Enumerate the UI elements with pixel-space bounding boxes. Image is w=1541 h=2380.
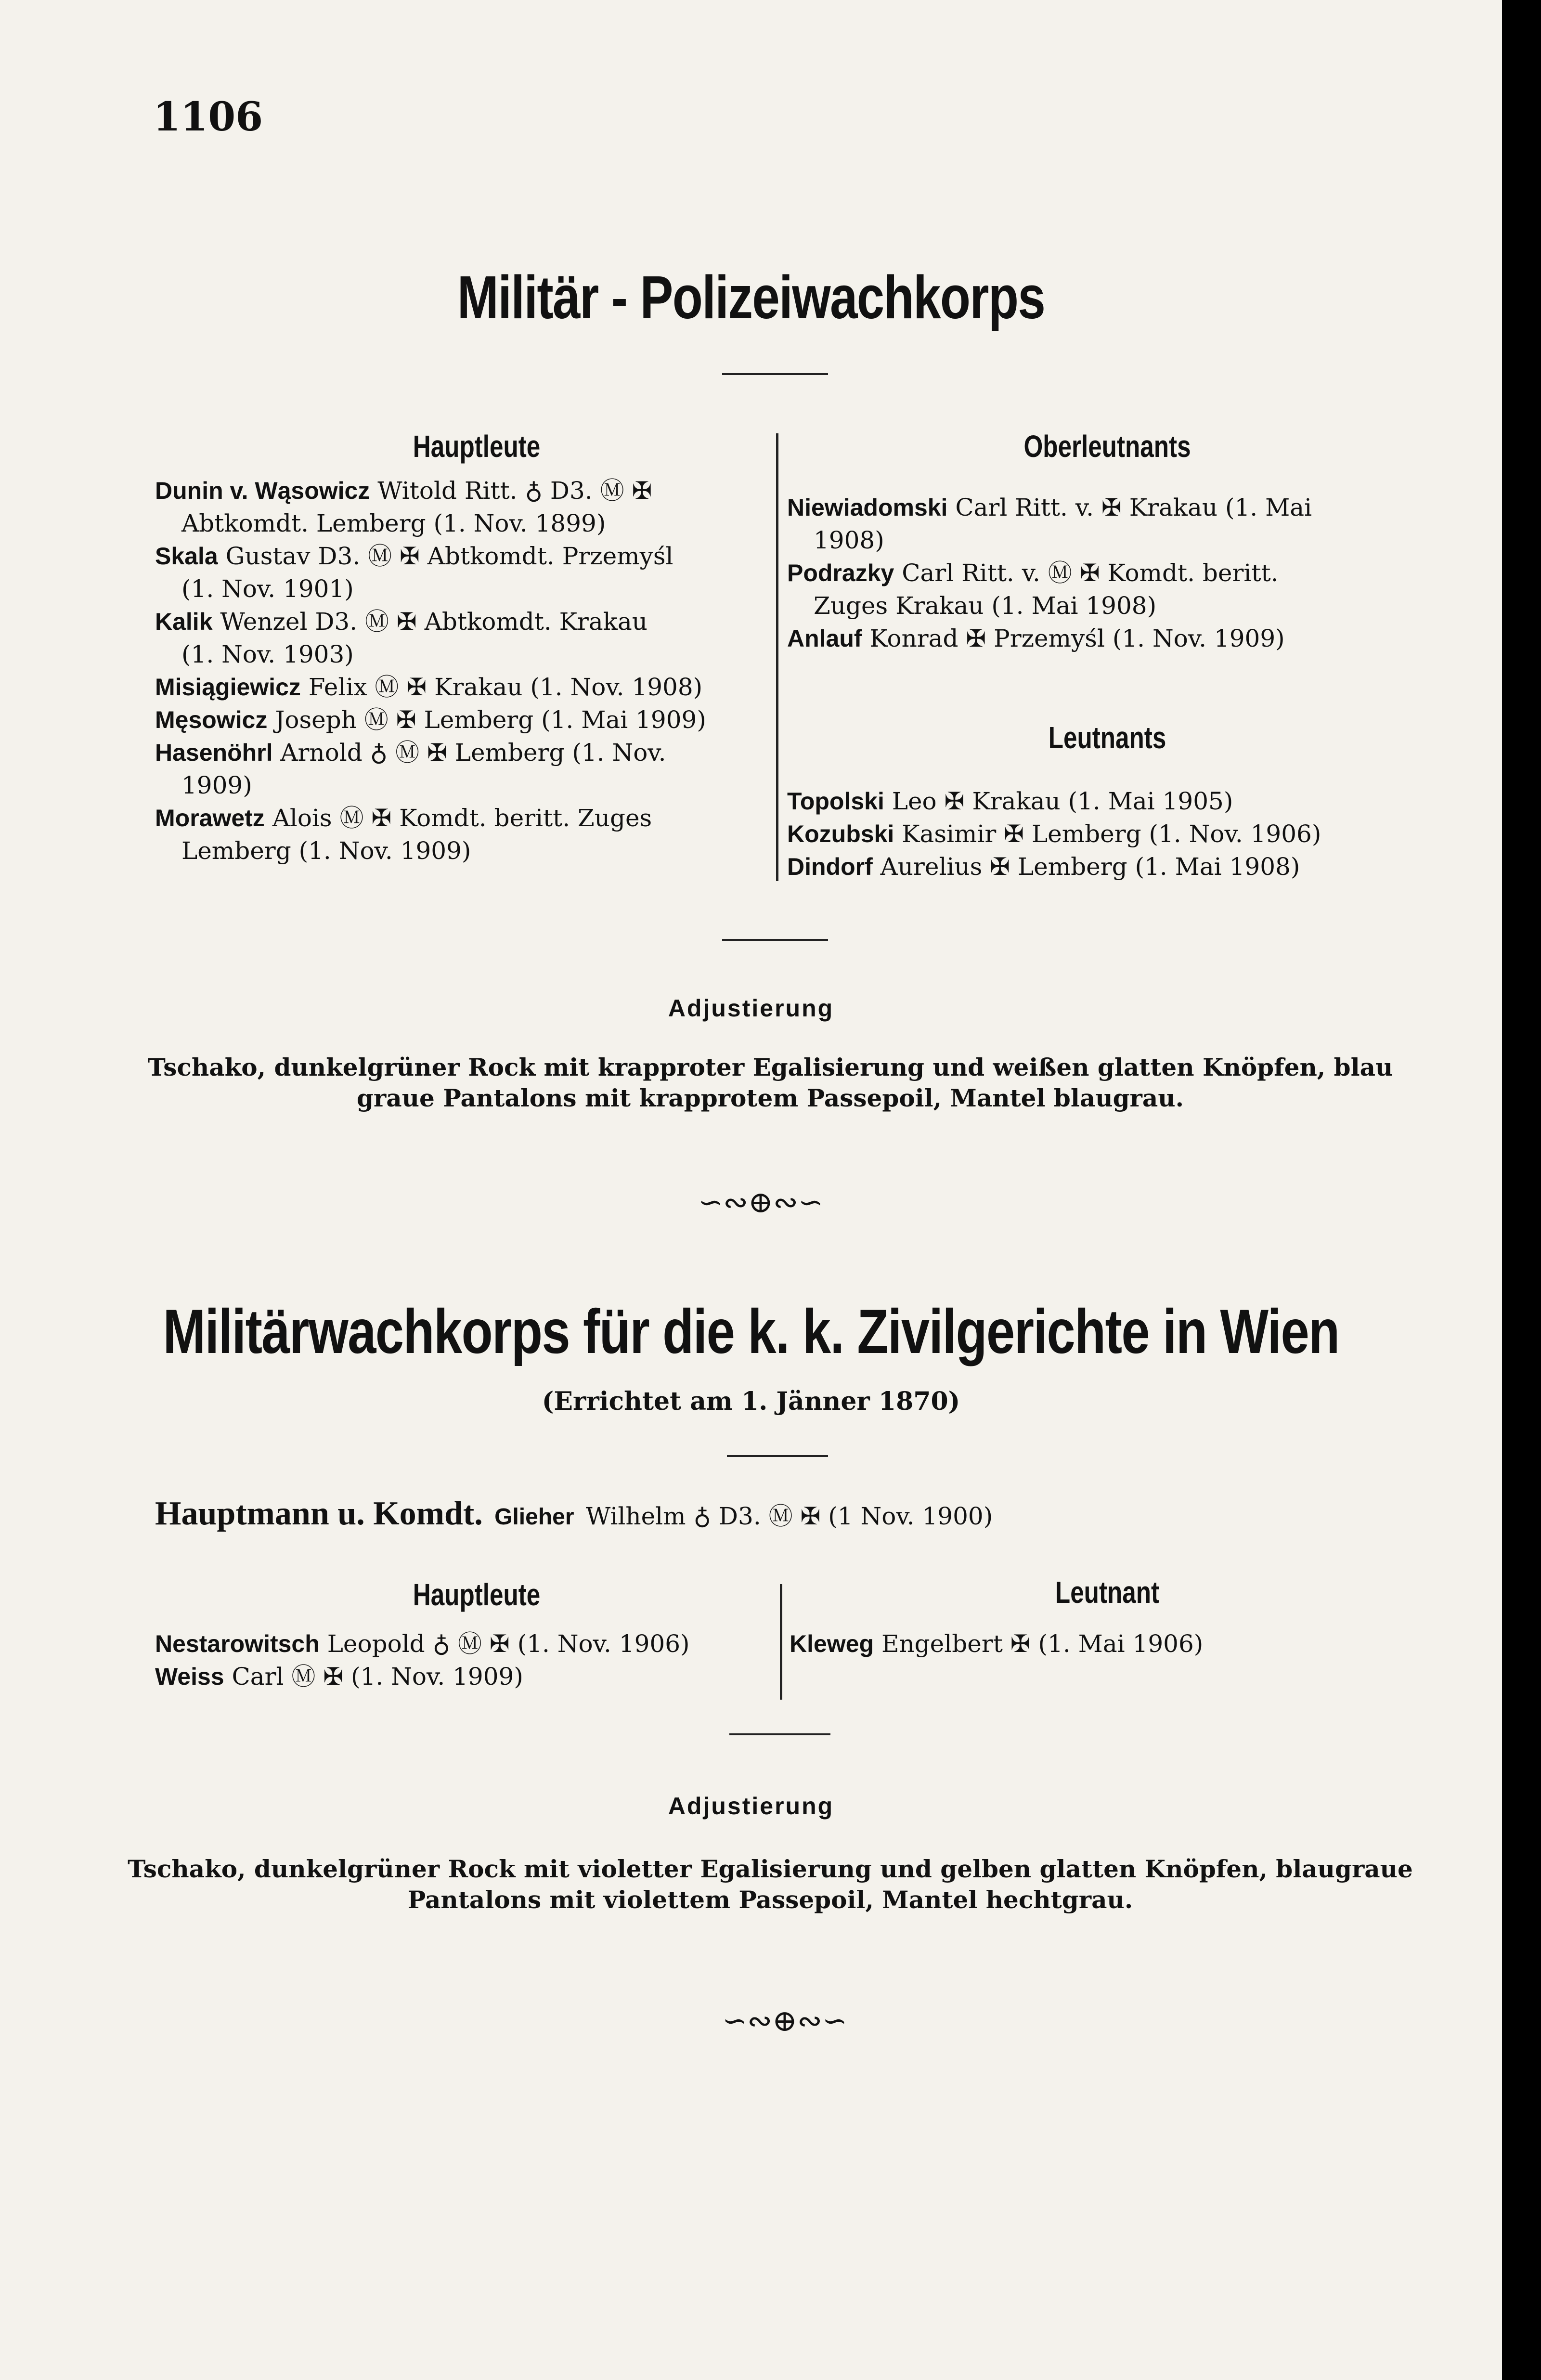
hauptleute-list bbox=[155, 474, 771, 867]
section-divider bbox=[722, 939, 828, 941]
list-item: Skala Gustav D3. Ⓜ ✠ Abtkomdt. Przemyśl bbox=[155, 542, 673, 570]
list-item-cont: (1. Nov. 1903) bbox=[181, 640, 354, 668]
list-item-cont: Abtkomdt. Lemberg (1. Nov. 1899) bbox=[181, 509, 606, 537]
list-item: Weiss Carl Ⓜ ✠ (1. Nov. 1909) bbox=[155, 1663, 523, 1691]
section-divider bbox=[729, 1733, 830, 1735]
list-item: Morawetz Alois Ⓜ ✠ Komdt. beritt. Zuges bbox=[155, 804, 652, 832]
list-item: Kozubski Kasimir ✠ Lemberg (1. Nov. 1906) bbox=[787, 820, 1321, 848]
adjustierung-text bbox=[120, 1052, 1420, 1114]
list-item: Anlauf Konrad ✠ Przemyśl (1. Nov. 1909) bbox=[787, 624, 1285, 652]
oberleutnants-list bbox=[787, 491, 1413, 655]
hauptleute-heading: Hauptleute bbox=[413, 1577, 541, 1612]
list-item-cont: Lemberg (1. Nov. 1909) bbox=[181, 837, 471, 865]
list-item: Dindorf Aurelius ✠ Lemberg (1. Mai 1908) bbox=[787, 853, 1300, 881]
section2-subtitle: (Errichtet am 1. Jänner 1870) bbox=[542, 1387, 960, 1416]
adjustierung-heading: Adjustierung bbox=[668, 1793, 834, 1820]
adjustierung-line: Tschako, dunkelgrüner Rock mit violetter Egalisierung und gelben glatten Knöpfen, blaugraue bbox=[128, 1855, 1413, 1883]
section2-title: Militärwachkorps für die k. k. Zivilgerichte in Wien bbox=[163, 1296, 1339, 1366]
list-item: Kalik Wenzel D3. Ⓜ ✠ Abtkomdt. Krakau bbox=[155, 608, 647, 636]
adjustierung-heading: Adjustierung bbox=[668, 995, 834, 1022]
list-item-cont: Zuges Krakau (1. Mai 1908) bbox=[814, 592, 1157, 620]
leutnant-heading: Leutnant bbox=[1055, 1575, 1160, 1610]
adjustierung-line: Tschako, dunkelgrüner Rock mit krapproter Egalisierung und weißen glatten Knöpfen, blau bbox=[147, 1053, 1393, 1081]
list-item: Niewiadomski Carl Ritt. v. ✠ Krakau (1. Mai bbox=[787, 494, 1312, 521]
adjustierung-line: Pantalons mit violettem Passepoil, Mantel hechtgrau. bbox=[407, 1886, 1133, 1914]
oberleutnants-heading: Oberleutnants bbox=[1023, 429, 1191, 464]
column-divider bbox=[776, 433, 778, 881]
commander-line: Hauptmann u. Komdt. Glieher Wilhelm ♁ D3. Ⓜ ✠ (1 Nov. 1900) bbox=[155, 1495, 993, 1532]
leutnants-heading: Leutnants bbox=[1048, 720, 1166, 755]
leutnant-list bbox=[790, 1627, 1415, 1660]
title-divider bbox=[727, 1455, 828, 1457]
list-item: Hasenöhrl Arnold ♁ Ⓜ ✠ Lemberg (1. Nov. bbox=[155, 739, 666, 767]
list-item-cont: 1909) bbox=[181, 771, 252, 799]
hauptleute-heading: Hauptleute bbox=[413, 429, 541, 464]
adjustierung-line: graue Pantalons mit krapprotem Passepoil, Mantel blaugrau. bbox=[356, 1084, 1184, 1112]
list-item: Nestarowitsch Leopold ♁ Ⓜ ✠ (1. Nov. 1906) bbox=[155, 1630, 690, 1658]
adjustierung-text bbox=[120, 1854, 1420, 1915]
ornament-divider: ∽∾⊕∾∽ bbox=[722, 2003, 847, 2038]
ornament-divider: ∽∾⊕∾∽ bbox=[698, 1184, 823, 1220]
list-item: Topolski Leo ✠ Krakau (1. Mai 1905) bbox=[787, 787, 1233, 815]
list-item: Męsowicz Joseph Ⓜ ✠ Lemberg (1. Mai 1909) bbox=[155, 706, 706, 734]
list-item: Kleweg Engelbert ✠ (1. Mai 1906) bbox=[790, 1630, 1204, 1658]
list-item-cont: (1. Nov. 1901) bbox=[181, 575, 354, 603]
leutnants-list bbox=[787, 785, 1413, 883]
page-number: 1106 bbox=[153, 94, 263, 140]
section1-title: Militär - Polizeiwachkorps bbox=[457, 263, 1045, 331]
list-item: Misiągiewicz Felix Ⓜ ✠ Krakau (1. Nov. 1908) bbox=[155, 673, 703, 701]
hauptleute-list bbox=[155, 1627, 781, 1693]
title-divider bbox=[722, 373, 828, 375]
list-item-cont: 1908) bbox=[814, 526, 884, 554]
list-item: Podrazky Carl Ritt. v. Ⓜ ✠ Komdt. beritt. bbox=[787, 559, 1279, 587]
list-item: Dunin v. Wąsowicz Witold Ritt. ♁ D3. Ⓜ ✠ bbox=[155, 477, 652, 505]
